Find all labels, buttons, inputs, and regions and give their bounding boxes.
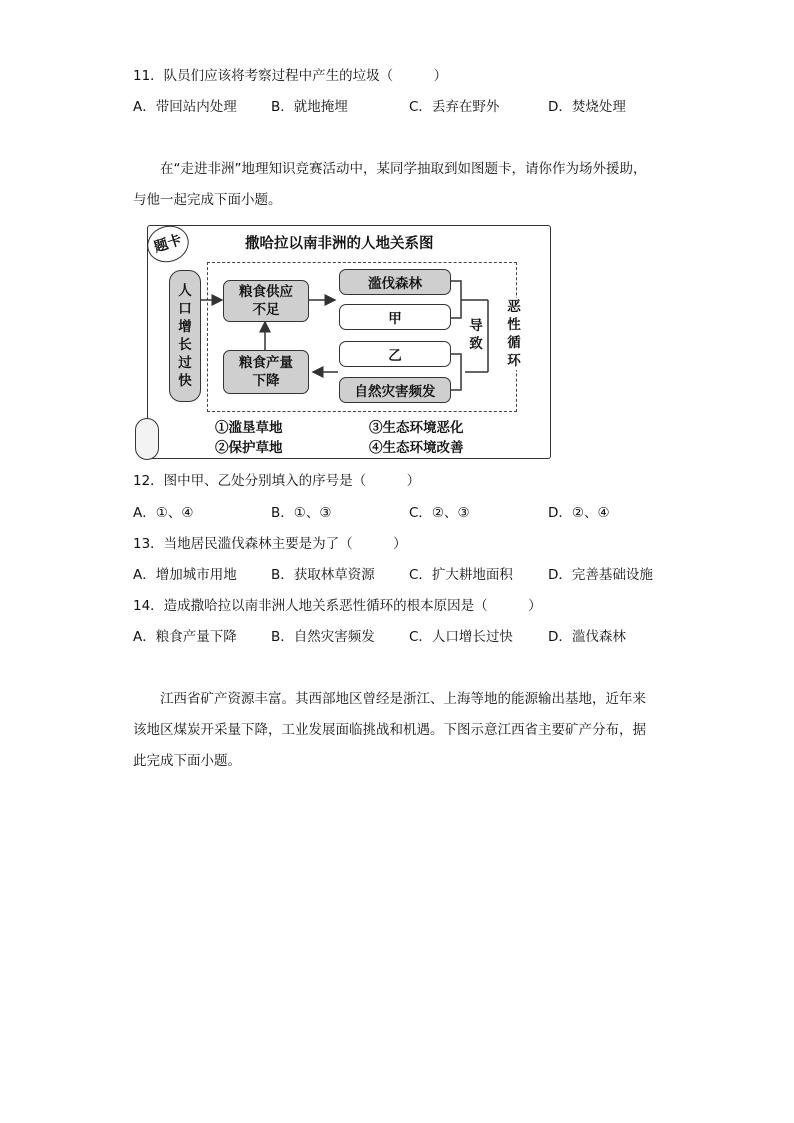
intro-paragraph-jiangxi (133, 684, 663, 777)
food-shortage-box: 粮食供应不足 (223, 280, 309, 322)
q14-option-a[interactable]: A．粮食产量下降 (133, 629, 237, 645)
q11-option-c[interactable]: C．丢弃在野外 (409, 99, 500, 115)
deforestation-box: 滥伐森林 (339, 269, 451, 295)
q14-option-b[interactable]: B．自然灾害频发 (271, 629, 375, 645)
q12-option-a[interactable]: A．①、④ (133, 505, 194, 521)
intro-africa-line-2: 与他一起完成下面小题。 (133, 192, 282, 208)
lead-to-label: 导致 (469, 318, 483, 352)
question-11-stem: 11．队员们应该将考察过程中产生的垃圾（ ） (133, 68, 448, 84)
question-11-options (133, 98, 693, 116)
intro-jiangxi-line-2: 该地区煤炭开采量下降，工业发展面临挑战和机遇。下图示意江西省主要矿产分布，据 (133, 722, 646, 738)
legend-item-3: ③生态环境恶化 (369, 420, 464, 436)
intro-africa-line-1: 在“走进非洲”地理知识竞赛活动中，某同学抽取到如图题卡，请你作为场外援助， (160, 161, 647, 177)
question-12-stem: 12．图中甲、乙处分别填入的序号是（ ） (133, 473, 421, 489)
vicious-cycle-label: 恶性循环 (507, 299, 521, 369)
q11-option-b[interactable]: B．就地掩埋 (271, 99, 348, 115)
topic-card-tag: 题卡 (142, 220, 193, 267)
q14-option-d[interactable]: D．滥伐森林 (548, 629, 626, 645)
intro-jiangxi-line-3: 此完成下面小题。 (133, 753, 241, 769)
question-14-options (133, 628, 693, 646)
q12-option-c[interactable]: C．②、③ (409, 505, 470, 521)
question-13-options (133, 566, 693, 584)
question-13-stem: 13．当地居民滥伐森林主要是为了（ ） (133, 536, 407, 552)
q11-option-a[interactable]: A．带回站内处理 (133, 99, 237, 115)
q11-option-d[interactable]: D．焚烧处理 (548, 99, 626, 115)
natural-disaster-box: 自然灾害频发 (339, 377, 451, 403)
q13-option-a[interactable]: A．增加城市用地 (133, 567, 237, 583)
q13-option-b[interactable]: B．获取林草资源 (271, 567, 375, 583)
q12-option-d[interactable]: D．②、④ (548, 505, 610, 521)
q13-option-c[interactable]: C．扩大耕地面积 (409, 567, 513, 583)
intro-paragraph-africa (133, 154, 663, 216)
food-decline-box: 粮食产量下降 (223, 350, 309, 394)
question-12-options (133, 504, 693, 522)
legend-item-4: ④生态环境改善 (369, 440, 464, 456)
legend-item-2: ②保护草地 (215, 440, 283, 456)
yi-blank-box: 乙 (339, 341, 451, 367)
q13-option-d[interactable]: D．完善基础设施 (548, 567, 653, 583)
q12-option-b[interactable]: B．①、③ (271, 505, 332, 521)
legend-item-1: ①滥垦草地 (215, 420, 283, 436)
question-14-stem: 14．造成撒哈拉以南非洲人地关系恶性循环的根本原因是（ ） (133, 598, 542, 614)
q14-option-c[interactable]: C．人口增长过快 (409, 629, 513, 645)
population-growth-box: 人口增长过快 (169, 270, 201, 402)
jia-blank-box: 甲 (339, 304, 451, 330)
figure-title: 撒哈拉以南非洲的人地关系图 (245, 235, 434, 252)
human-land-relationship-figure (133, 222, 553, 460)
intro-jiangxi-line-1: 江西省矿产资源丰富。其西部地区曾经是浙江、上海等地的能源输出基地，近年来 (160, 691, 646, 707)
